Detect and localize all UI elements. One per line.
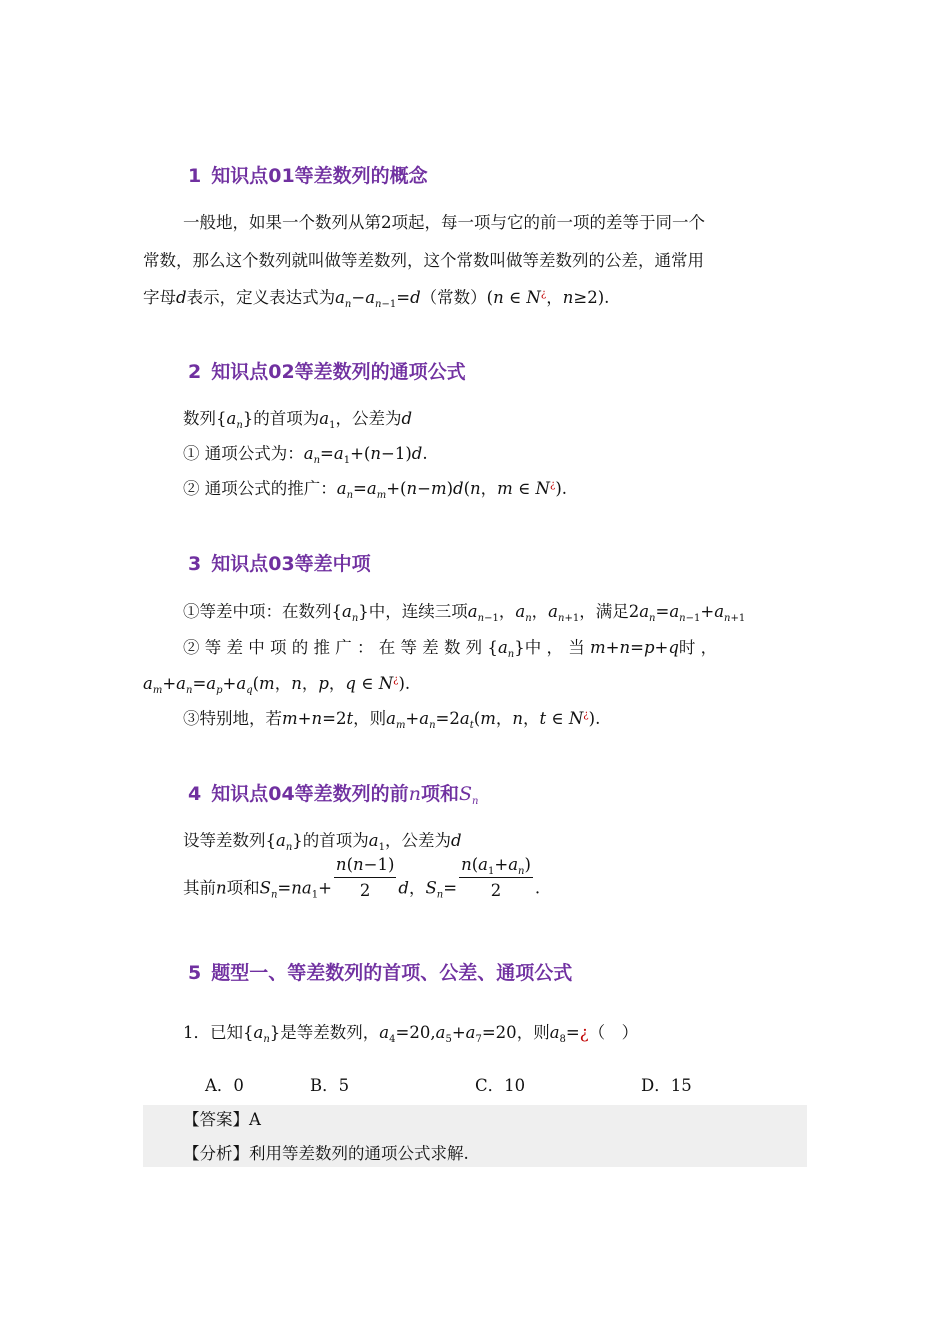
s2-line-2: ① 通项公式为：$a_n=a_1+(n-1)d$. (183, 444, 428, 466)
section-heading-4: 4 知识点04等差数列的前n项和$S_n$ (188, 783, 479, 807)
s4-line-2: 其前n项和$S_n=na_1+$ $\frac{n(n-1)}{2}$ d，$S_n=$ $\frac{n(a_1+a_n)}{2}$ . (183, 855, 541, 901)
s4-line-1: 设等差数列$\{a_n\}$的首项为$a_1$，公差为d (183, 831, 462, 853)
section-heading-2: 2 知识点02等差数列的通项公式 (188, 361, 466, 383)
s3-line-4: ③特别地，若m+n=2t，则$a_m+a_n=2a_t(m$，n，t ∈ N¿). (183, 709, 601, 731)
option-a: A．0 (205, 1076, 244, 1095)
heading-number: 1 (188, 165, 202, 187)
s1-line-2: 常数，那么这个数列就叫做等差数列，这个常数叫做等差数列的公差，通常用 (143, 251, 704, 270)
s3-line-1: ①等差中项：在数列$\{a_n\}$中，连续三项$a_{n-1}$，$a_n$，$a_{n+1}$，满足$2a_n=a_{n-1}+a_{n+1}$ (183, 602, 746, 624)
s2-line-3: ② 通项公式的推广：$a_n=a_m+(n-m)d(n$，m ∈ N¿). (183, 479, 568, 501)
s3-line-3: $a_m+a_n=a_p+a_q(m$，n，p，q ∈ N¿). (143, 674, 411, 696)
section-heading-5: 5 题型一、等差数列的首项、公差、通项公式 (188, 962, 573, 984)
question-1: 1．已知$\{a_n\}$是等差数列，$a_4=20,a_5+a_7=20$，则$a_8=¿$（ ） (183, 1023, 639, 1045)
section-heading-3: 3 知识点03等差中项 (188, 553, 371, 575)
analysis-text: 【分析】利用等差数列的通项公式求解. (183, 1144, 469, 1163)
answer-text: 【答案】A (183, 1110, 261, 1129)
s2-line-1: 数列$\{a_n\}$的首项为$a_1$，公差为d (183, 409, 413, 431)
section-heading-1 (188, 161, 428, 188)
heading-title: 知识点01等差数列的概念 (211, 165, 428, 187)
option-c: C．10 (475, 1076, 526, 1095)
s1-line-3: 字母d表示，定义表达式为$a_n-a_{n-1}=d$（常数）(n ∈ N¿，n≥2). (143, 288, 610, 310)
s1-line-1: 一般地，如果一个数列从第2项起，每一项与它的前一项的差等于同一个 (183, 213, 705, 232)
option-b: B．5 (310, 1076, 350, 1095)
s3-line-2: ② 等 差 中 项 的 推 广 ： 在 等 差 数 列 $\{a_n\}$中 ， 当 m+n=p+q时 ， (183, 638, 718, 660)
option-d: D．15 (641, 1076, 692, 1095)
